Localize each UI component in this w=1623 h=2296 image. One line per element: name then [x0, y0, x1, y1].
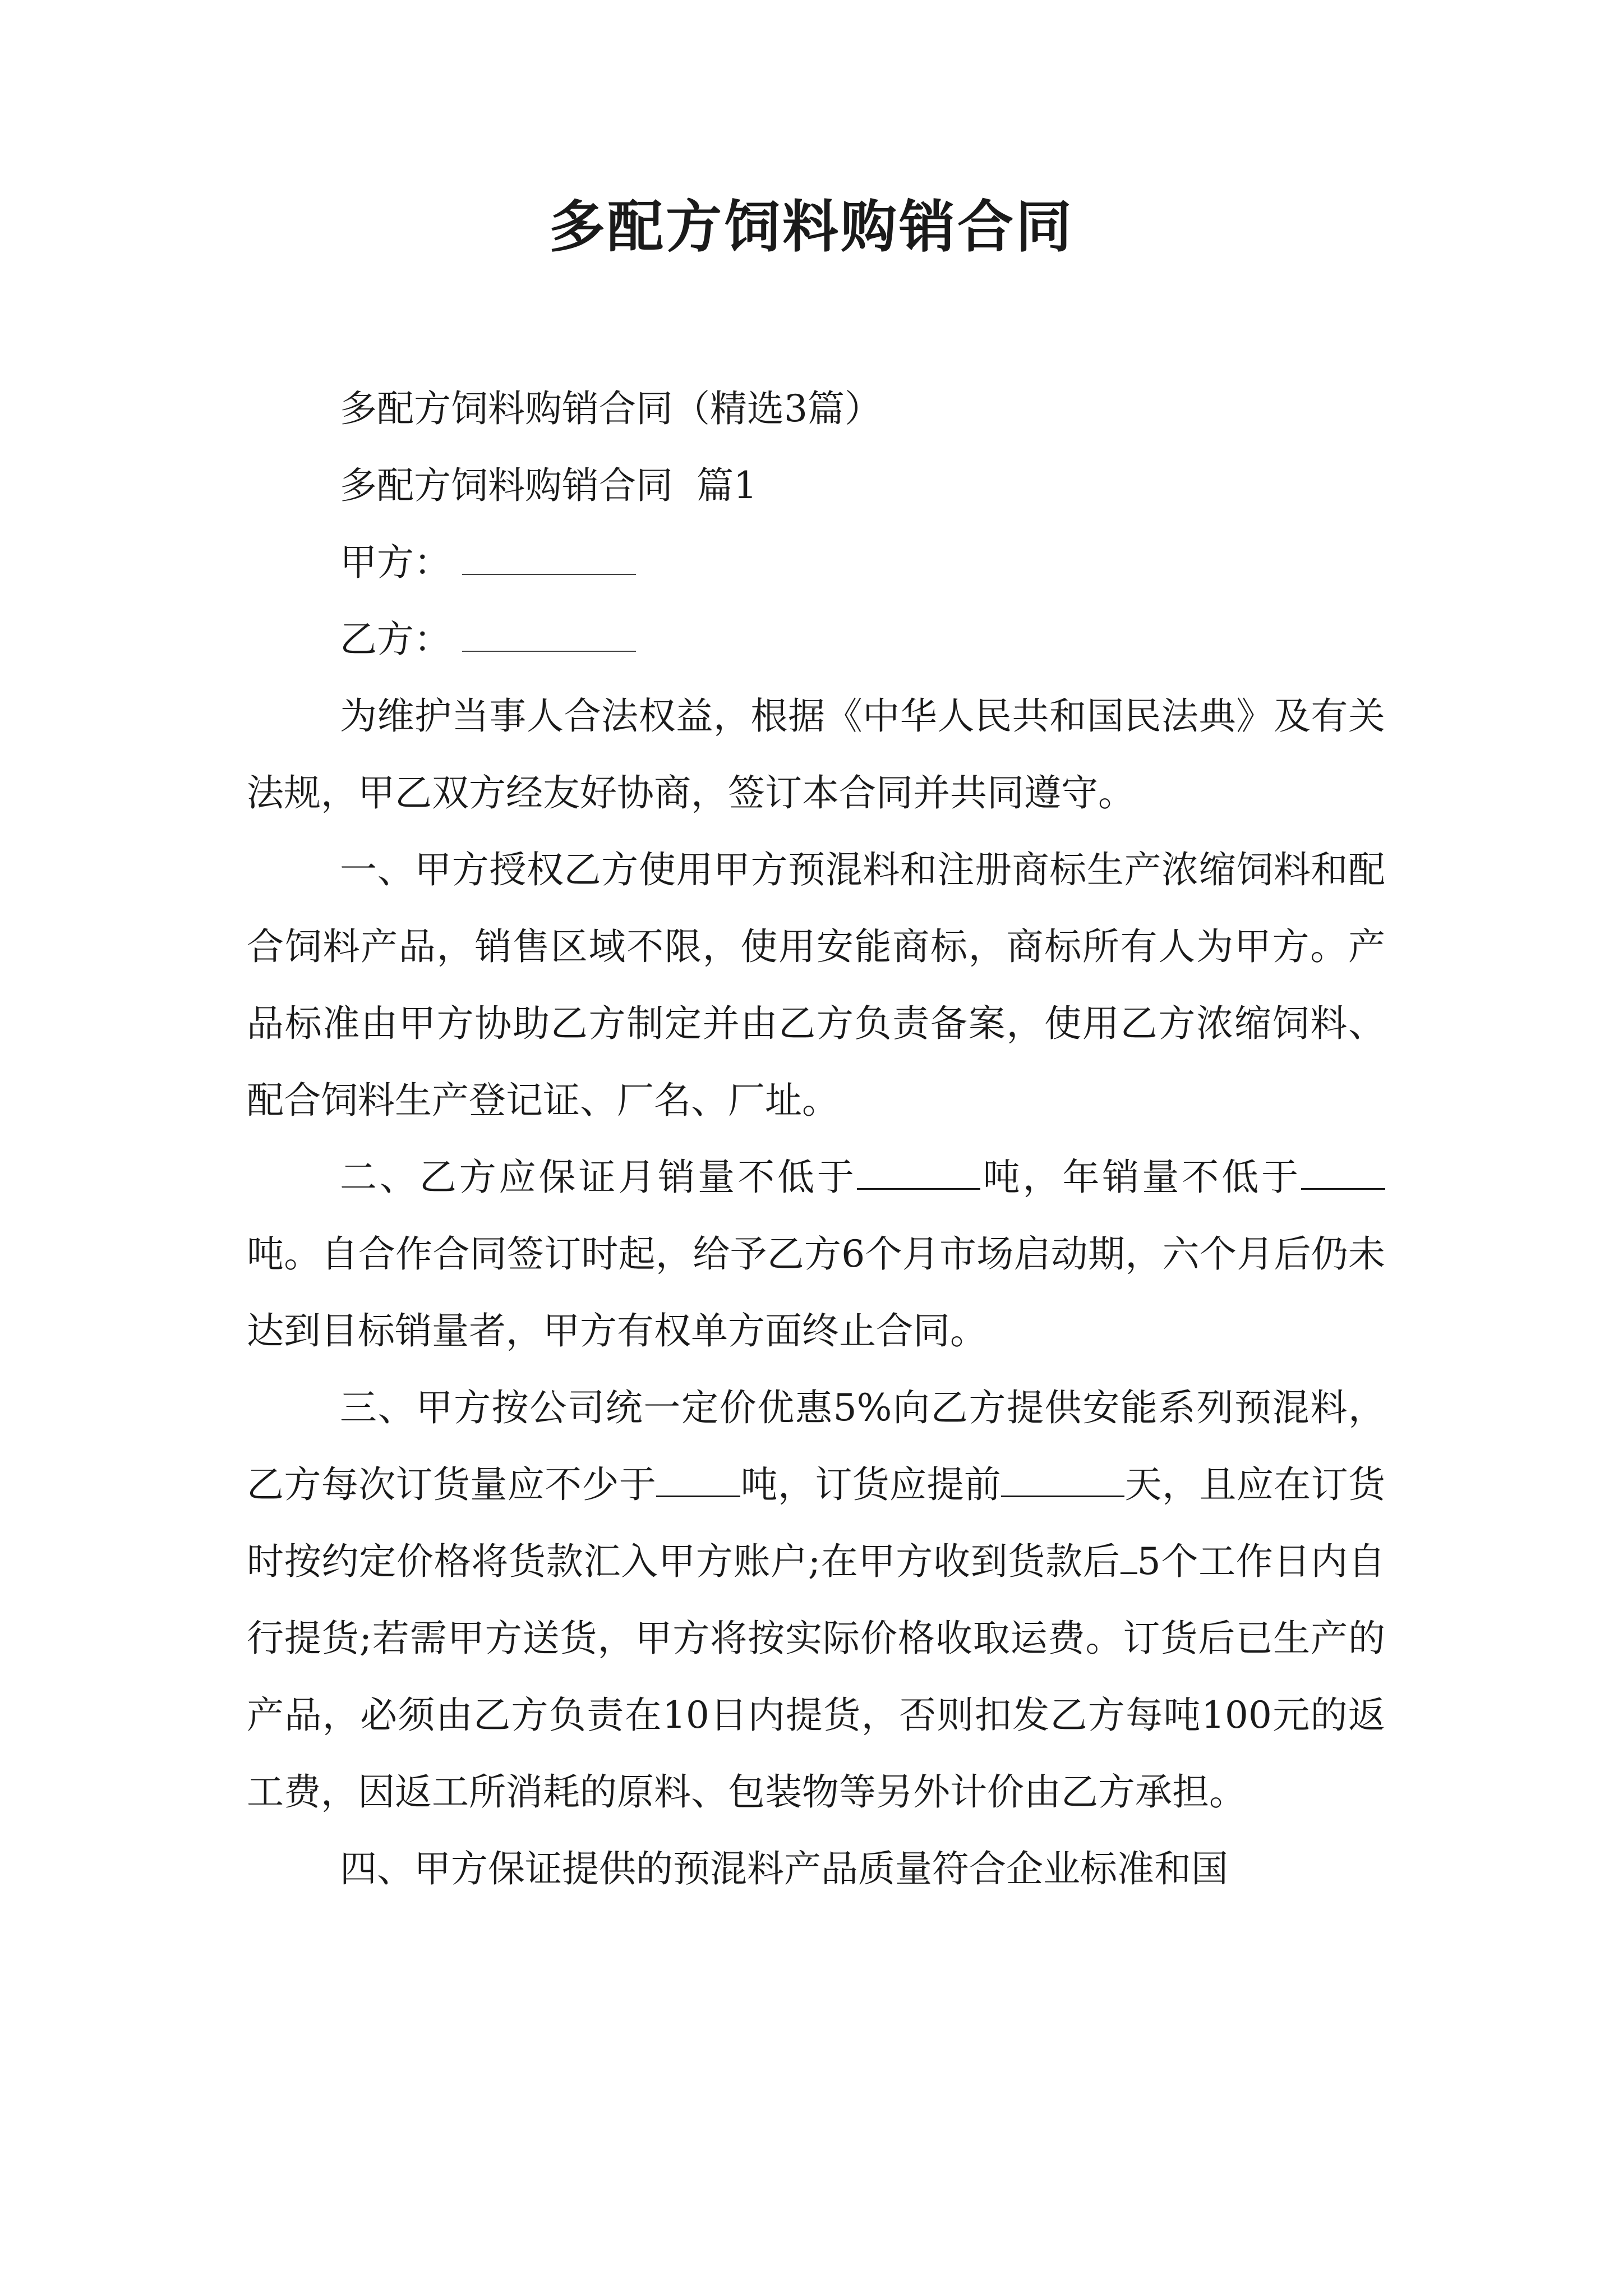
- document-title: 多配方饲料购销合同: [549, 194, 1074, 260]
- clause-3-part-a: 三、甲方按公司统一定价优惠5%向乙方提供安能系列预混料，乙方每次订货量应不少于: [247, 1386, 1385, 1506]
- clause-3: [247, 1369, 1385, 1830]
- clause-2-part-c: 吨。自合作合同签订时起，给予乙方6个月市场启动期，六个月后仍未达到目标销量者，甲方有权单方面终止合同。: [247, 1232, 1385, 1352]
- clause-3-part-b: 吨，订货应提前: [740, 1463, 1002, 1506]
- clause-3-part-c: 天，且应在订货时按约定价格将货款汇入甲方账户;在甲方收到货款后: [247, 1463, 1386, 1583]
- monthly-volume-blank: [857, 1157, 980, 1190]
- clause-1: 一、甲方授权乙方使用甲方预混料和注册商标生产浓缩饲料和配合饲料产品，销售区域不限，使用安能商标，商标所有人为甲方。产品标准由甲方协助乙方制定并由乙方负责备案，使用乙方浓缩饲料、配合饲料生产登记证、厂名、厂址。: [247, 848, 1385, 1122]
- clause-2-part-a: 二、乙方应保证月销量不低于: [340, 1156, 857, 1199]
- party-b-line: [247, 601, 1385, 678]
- pickup-days-blank: [1121, 1541, 1137, 1574]
- clause-4: 四、甲方保证提供的预混料产品质量符合企业标准和国: [340, 1847, 1228, 1890]
- document-body: [247, 370, 1385, 1907]
- party-a-blank: [462, 546, 636, 575]
- party-a-line: [247, 524, 1385, 601]
- section-heading: 多配方饲料购销合同 篇1: [340, 464, 757, 507]
- party-a-label: 甲方：: [340, 541, 451, 584]
- intro-paragraph: 为维护当事人合法权益，根据《中华人民共和国民法典》及有关法规，甲乙双方经友好协商，签订本合同并共同遵守。: [247, 694, 1385, 815]
- clause-2-part-b: 吨，年销量不低于: [980, 1156, 1302, 1199]
- clause-2: [247, 1139, 1385, 1369]
- party-b-blank: [462, 623, 636, 652]
- subtitle: 多配方饲料购销合同（精选3篇）: [340, 387, 882, 430]
- party-b-label: 乙方：: [340, 618, 451, 661]
- clause-3-part-d: 5个工作日内自行提货;若需甲方送货，甲方将按实际价格收取运费。订货后已生产的产品，必须由乙方负责在10日内提货，否则扣发乙方每吨100元的返工费，因返工所消耗的原料、包装物等另外计价由乙方承担。: [247, 1540, 1385, 1814]
- yearly-volume-blank: [1301, 1157, 1385, 1190]
- order-volume-blank: [656, 1464, 740, 1497]
- advance-days-blank: [1001, 1464, 1124, 1497]
